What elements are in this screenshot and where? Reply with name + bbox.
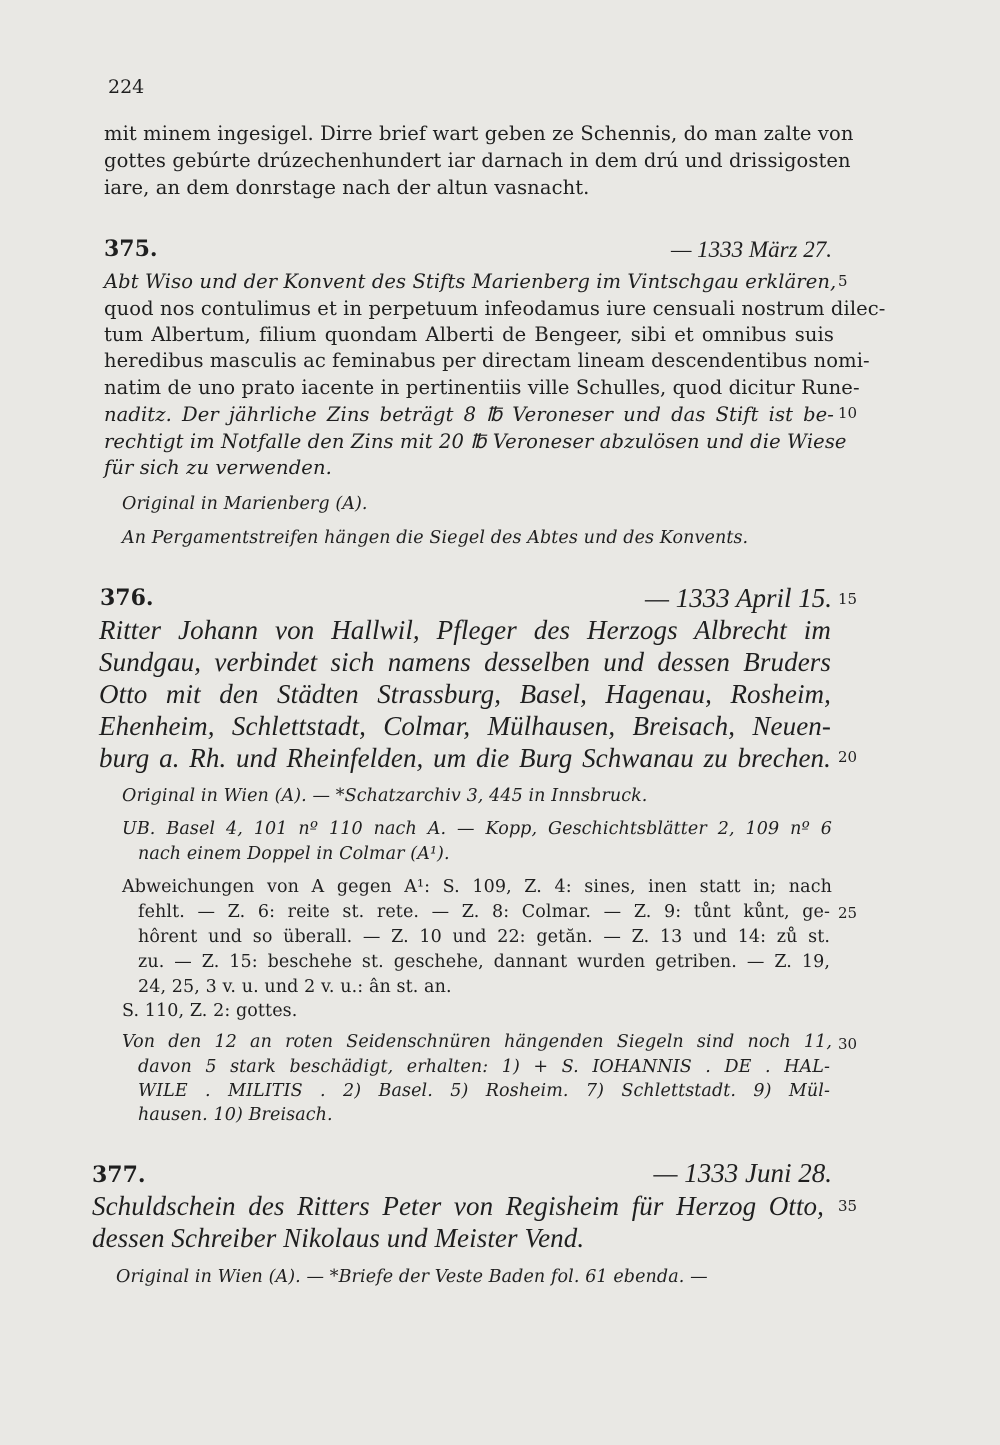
doc375-text-line: rechtigt im Notfalle den Zins mit 20 ℔ Veroneser abzulösen und die Wiese xyxy=(104,430,847,453)
doc375-note: Original in Marienberg (A). xyxy=(122,494,368,514)
doc377-title-line: dessen Schreiber Nikolaus und Meister Vend. xyxy=(92,1223,585,1253)
doc376-seal-line: hausen. 10) Breisach. xyxy=(138,1105,333,1125)
doc-date-376: — 1333 April 15. xyxy=(644,583,832,613)
margin-line-number: 15 xyxy=(838,590,858,608)
doc376-source: Original in Wien (A). — *Schatzarchiv 3, 445 in Innsbruck. xyxy=(122,786,648,806)
doc375-text-line: Abt Wiso und der Konvent des Stifts Marienberg im Vintschgau erklären, xyxy=(104,270,837,293)
margin-line-number: 5 xyxy=(838,272,848,290)
margin-line-number: 35 xyxy=(838,1197,858,1215)
doc376-variant-line: hôrent und so überall. — Z. 10 und 22: getăn. — Z. 13 und 14: zů st. xyxy=(138,927,830,947)
margin-line-number: 30 xyxy=(838,1035,858,1053)
doc375-text-line: naditz. Der jährliche Zins beträgt 8 ℔ Veroneser und das Stift ist be- xyxy=(104,403,834,426)
doc375-note: An Pergamentstreifen hängen die Siegel des Abtes und des Konvents. xyxy=(122,528,749,548)
doc376-title-line: burg a. Rh. und Rheinfelden, um die Burg Schwanau zu brechen. xyxy=(99,743,831,773)
doc376-variant-line: Abweichungen von A gegen A¹: S. 109, Z. 4: sines, inen statt in; nach xyxy=(122,877,832,897)
doc376-seal-line: WILE . MILITIS . 2) Basel. 5) Rosheim. 7) Schlettstadt. 9) Mül- xyxy=(138,1081,830,1101)
doc-date-377: — 1333 Juni 28. xyxy=(653,1158,832,1188)
doc375-text-line: quod nos contulimus et in perpetuum infeodamus iure censuali nostrum dilec- xyxy=(104,297,886,320)
intro-line: gottes gebúrte drúzechenhundert iar darnach in dem drú und drissigosten xyxy=(104,149,851,172)
doc-number-376: 376. xyxy=(100,585,154,611)
doc375-text-line: für sich zu verwenden. xyxy=(104,456,332,479)
doc377-source: Original in Wien (A). — *Briefe der Veste Baden fol. 61 ebenda. — xyxy=(116,1267,708,1287)
doc376-title-line: Ehenheim, Schlettstadt, Colmar, Mülhausen, Breisach, Neuen- xyxy=(99,711,831,741)
doc377-title-line: Schuldschein des Ritters Peter von Regisheim für Herzog Otto, xyxy=(92,1191,824,1221)
page-number: 224 xyxy=(108,76,145,98)
doc376-variant-line: fehlt. — Z. 6: reite st. rete. — Z. 8: Colmar. — Z. 9: tůnt kůnt, ge- xyxy=(138,902,830,922)
doc375-text-line: tum Albertum, filium quondam Alberti de Bengeer, sibi et omnibus suis xyxy=(104,323,834,346)
margin-line-number: 20 xyxy=(838,748,858,766)
margin-line-number: 10 xyxy=(838,404,858,422)
doc-number-375: 375. xyxy=(104,236,158,262)
doc376-ub-line: nach einem Doppel in Colmar (A¹). xyxy=(138,844,450,864)
doc376-variant-line: S. 110, Z. 2: gottes. xyxy=(122,1001,298,1021)
doc376-seal-line: Von den 12 an roten Seidenschnüren hängenden Siegeln sind noch 11, xyxy=(122,1032,832,1052)
doc-number-377: 377. xyxy=(92,1162,146,1188)
intro-line: mit minem ingesigel. Dirre brief wart geben ze Schennis, do man zalte von xyxy=(104,122,854,145)
doc-date-375: — 1333 März 27. xyxy=(670,237,832,262)
doc376-title-line: Otto mit den Städten Strassburg, Basel, Hagenau, Rosheim, xyxy=(99,679,831,709)
doc376-variant-line: 24, 25, 3 v. u. und 2 v. u.: ân st. an. xyxy=(138,977,452,997)
doc376-ub-line: UB. Basel 4, 101 nº 110 nach A. — Kopp, Geschichtsblätter 2, 109 nº 6 xyxy=(122,819,832,839)
doc376-variant-line: zu. — Z. 15: beschehe st. geschehe, dannant wurden getriben. — Z. 19, xyxy=(138,952,830,972)
doc375-text-line: natim de uno prato iacente in pertinentiis ville Schulles, quod dicitur Rune- xyxy=(104,376,860,399)
doc376-seal-line: davon 5 stark beschädigt, erhalten: 1) + S. IOHANNIS . DE . HAL- xyxy=(138,1057,830,1077)
doc375-text-line: heredibus masculis ac feminabus per directam lineam descendentibus nomi- xyxy=(104,349,870,372)
intro-line: iare, an dem donrstage nach der altun vasnacht. xyxy=(104,176,590,199)
doc376-title-line: Ritter Johann von Hallwil, Pfleger des Herzogs Albrecht im xyxy=(99,615,831,645)
margin-line-number: 25 xyxy=(838,904,858,922)
doc376-title-line: Sundgau, verbindet sich namens desselben und dessen Bruders xyxy=(99,647,831,677)
